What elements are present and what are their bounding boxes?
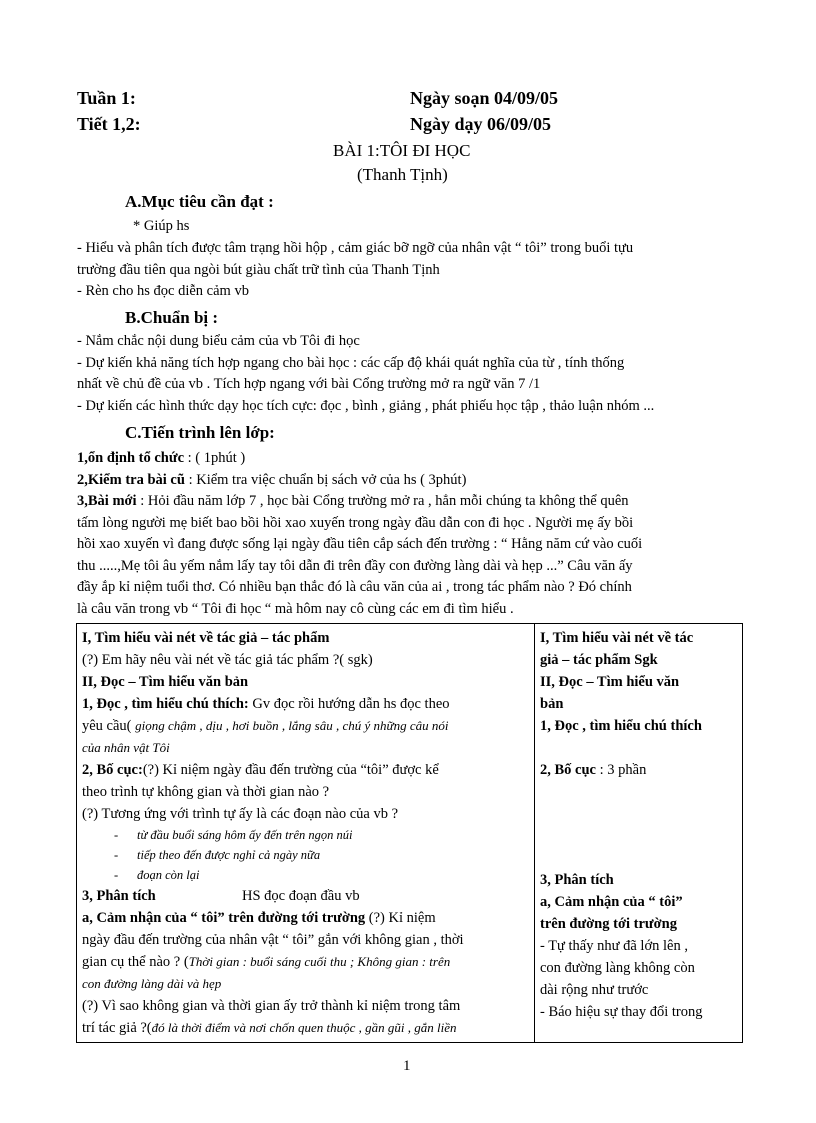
date-taught: Ngày dạy 06/09/05: [410, 114, 552, 134]
right-step-3: 3, Phân tích: [540, 872, 614, 888]
list-item-text: từ đầu buổi sáng hôm ấy đến trên ngọn núi: [137, 828, 353, 842]
step-1-label: 1,ổn định tổ chức: [77, 450, 185, 466]
left-heading-1: I, Tìm hiểu vài nét về tác giả – tác phẩm: [82, 630, 330, 646]
section-c-heading: C.Tiến trình lên lớp:: [125, 423, 275, 442]
right-part-a-2: trên đường tới trường: [540, 916, 677, 932]
left-step-1-label: 1, Đọc , tìm hiểu chú thích:: [82, 696, 249, 712]
step-1-text: : ( 1phút ): [184, 450, 246, 466]
left-part-a-italic3: Thời gian : buổi sáng cuối thu ; Không gian : trên: [188, 954, 451, 969]
step-2-text: : Kiểm tra việc chuẩn bị sách vở của hs ( 3phút): [184, 471, 467, 488]
left-part-a-label: a, Cảm nhận của “ tôi” trên đường tới trường: [82, 910, 366, 926]
right-step-2-label: 2, Bố cục: [540, 762, 596, 778]
left-part-a-question: (?) Kỉ niệm: [365, 910, 436, 926]
left-step-1-italic2: của nhân vật Tôi: [82, 740, 170, 755]
step-3-line: tấm lòng người mẹ biết bao bồi hồi xao xuyến trong ngày đầu dẫn con đi học . Người mẹ ấy bồi: [77, 514, 634, 531]
step-3-line: thu .....,Mẹ tôi âu yếm nắm lấy tay tôi dẫn đi trên đầy con đường làng dài và hẹp ...” Câu văn ấy: [77, 557, 633, 574]
page-number: 1: [403, 1058, 411, 1074]
left-step-1-text: Gv đọc rồi hướng dẫn hs đọc theo: [248, 696, 450, 712]
left-heading-2: II, Đọc – Tìm hiểu văn bản: [82, 674, 249, 690]
lesson-title: BÀI 1:TÔI ĐI HỌC: [333, 141, 471, 160]
step-3-line: là câu văn trong vb “ Tôi đi học “ mà hôm nay cô cùng các em đi tìm hiểu .: [77, 600, 514, 617]
left-step-3-label: 3, Phân tích: [82, 888, 156, 904]
section-c-body: [77, 448, 741, 620]
left-part-a-italic4: con đường làng dài và hẹp: [82, 976, 222, 991]
list-item: - từ đầu buổi sáng hôm ấy đến trên ngọn núi: [114, 828, 353, 842]
section-b-line: - Nắm chắc nội dung biểu cảm của vb Tôi đi học: [77, 333, 360, 349]
step-3-label: 3,Bài mới: [77, 493, 137, 509]
left-part-a-line3-text: gian cụ thể nào ? (: [82, 954, 189, 970]
table-right-cell: [535, 624, 743, 1043]
left-step-2: [82, 759, 529, 781]
step-3-line: hồi xao xuyến vì đang được sống lại ngày đầu tiên cắp sách đến trường : “ Hằng năm cứ vào cuối: [77, 536, 643, 552]
left-step-1-prefix: yêu cầu(: [82, 718, 136, 734]
right-line: con đường làng không còn: [540, 960, 695, 976]
left-part-a-line3: [82, 951, 529, 973]
right-part-a-1: a, Cảm nhận của “ tôi”: [540, 894, 683, 910]
section-a-line: - Hiểu và phân tích được tâm trạng hồi hộp , cảm giác bỡ ngỡ của nhân vật “ tôi” trong buổi tựu: [77, 240, 634, 256]
left-part-a-line6: [82, 1017, 529, 1039]
lesson-table: [76, 623, 743, 1043]
section-b-line: - Dự kiến khả năng tích hợp ngang cho bài học : các cấp độ khái quát nghĩa của từ , tính thống: [77, 354, 625, 371]
step-3: [77, 491, 741, 513]
list-item-text: tiếp theo đến được nghỉ cả ngày nữa: [137, 848, 321, 862]
left-part-a: [82, 907, 529, 929]
right-line: - Tự thấy như đã lớn lên ,: [540, 938, 688, 954]
left-step-3-text: HS đọc đoạn đầu vb: [242, 888, 360, 904]
list-item: - đoạn còn lại: [114, 868, 200, 882]
list-item: - tiếp theo đến được nghỉ cả ngày nữa: [114, 848, 321, 862]
left-step-1-line2: [82, 715, 529, 737]
left-step-1: [82, 693, 529, 715]
left-question-1: (?) Em hãy nêu vài nét về tác giả tác phẩm ?( sgk): [82, 652, 373, 668]
list-item-text: đoạn còn lại: [137, 868, 200, 882]
left-step-2-label: 2, Bố cục:: [82, 762, 143, 778]
left-step-3: [82, 885, 529, 907]
section-a-line: - Rèn cho hs đọc diễn cảm vb: [77, 283, 249, 299]
right-step-1: 1, Đọc , tìm hiểu chú thích: [540, 718, 702, 734]
left-step-1-italic: giọng chậm , dịu , hơi buồn , lắng sâu , chú ý những câu nói: [135, 718, 449, 733]
left-part-a-line6-text: trí tác giả ?(: [82, 1020, 152, 1036]
right-step-2-text: : 3 phần: [595, 762, 647, 778]
section-a-heading: A.Mục tiêu cần đạt :: [125, 192, 274, 211]
right-heading-2a: II, Đọc – Tìm hiểu văn: [540, 674, 680, 690]
section-b-line: - Dự kiến các hình thức dạy học tích cực: đọc , bình , giảng , phát phiếu học tập , thảo luận nhóm ...: [77, 397, 655, 414]
left-part-a-italic6: đó là thời điểm và nơi chốn quen thuộc , gần gũi , gắn liền: [151, 1020, 457, 1035]
left-step-2-text: (?) Kỉ niệm ngày đầu đến trường của “tôi” được kể: [142, 762, 439, 778]
step-2: [77, 470, 741, 492]
step-1: [77, 448, 741, 470]
section-a-sub: * Giúp hs: [133, 218, 190, 234]
date-prepared: Ngày soạn 04/09/05: [410, 88, 559, 108]
right-heading-2b: bản: [540, 696, 564, 712]
right-heading-1b: giả – tác phẩm Sgk: [540, 652, 658, 668]
left-step-2-question: (?) Tương ứng với trình tự ấy là các đoạn nào của vb ?: [82, 806, 399, 822]
section-a-line: trường đầu tiên qua ngòi bút giàu chất trữ tình của Thanh Tịnh: [77, 261, 440, 278]
section-b-heading: B.Chuẩn bị :: [125, 308, 219, 327]
section-b-body: [77, 331, 741, 417]
left-step-2-line2: theo trình tự không gian và thời gian nào ?: [82, 784, 330, 800]
period-label: Tiết 1,2:: [77, 114, 141, 134]
section-b-line: nhất về chủ đề của vb . Tích hợp ngang với bài Cổng trường mở ra ngữ văn 7 /1: [77, 376, 541, 392]
table-left-cell: [77, 624, 535, 1043]
left-part-a-line2: ngày đầu đến trường của nhân vật “ tôi” gắn với không gian , thời: [82, 932, 464, 948]
right-line: - Báo hiệu sự thay đổi trong: [540, 1004, 703, 1020]
left-part-a-question2: (?) Vì sao không gian và thời gian ấy trở thành kỉ niệm trong tâm: [82, 998, 461, 1014]
right-step-2: [540, 759, 737, 781]
right-line: dài rộng như trước: [540, 982, 649, 998]
step-3-line: đầy ắp kỉ niệm tuổi thơ. Có nhiều bạn thắc đó là câu văn của ai , trong tác phẩm nào ? Đó chính: [77, 579, 632, 595]
section-a-body: [77, 238, 741, 303]
step-2-label: 2,Kiểm tra bài cũ: [77, 471, 185, 488]
lesson-author: (Thanh Tịnh): [357, 165, 448, 184]
right-heading-1a: I, Tìm hiểu vài nét về tác: [540, 630, 694, 646]
week-label: Tuần 1:: [77, 88, 136, 108]
step-3-text: : Hỏi đầu năm lớp 7 , học bài Cổng trường mở ra , hẳn mỗi chúng ta không thể quên: [136, 493, 629, 509]
